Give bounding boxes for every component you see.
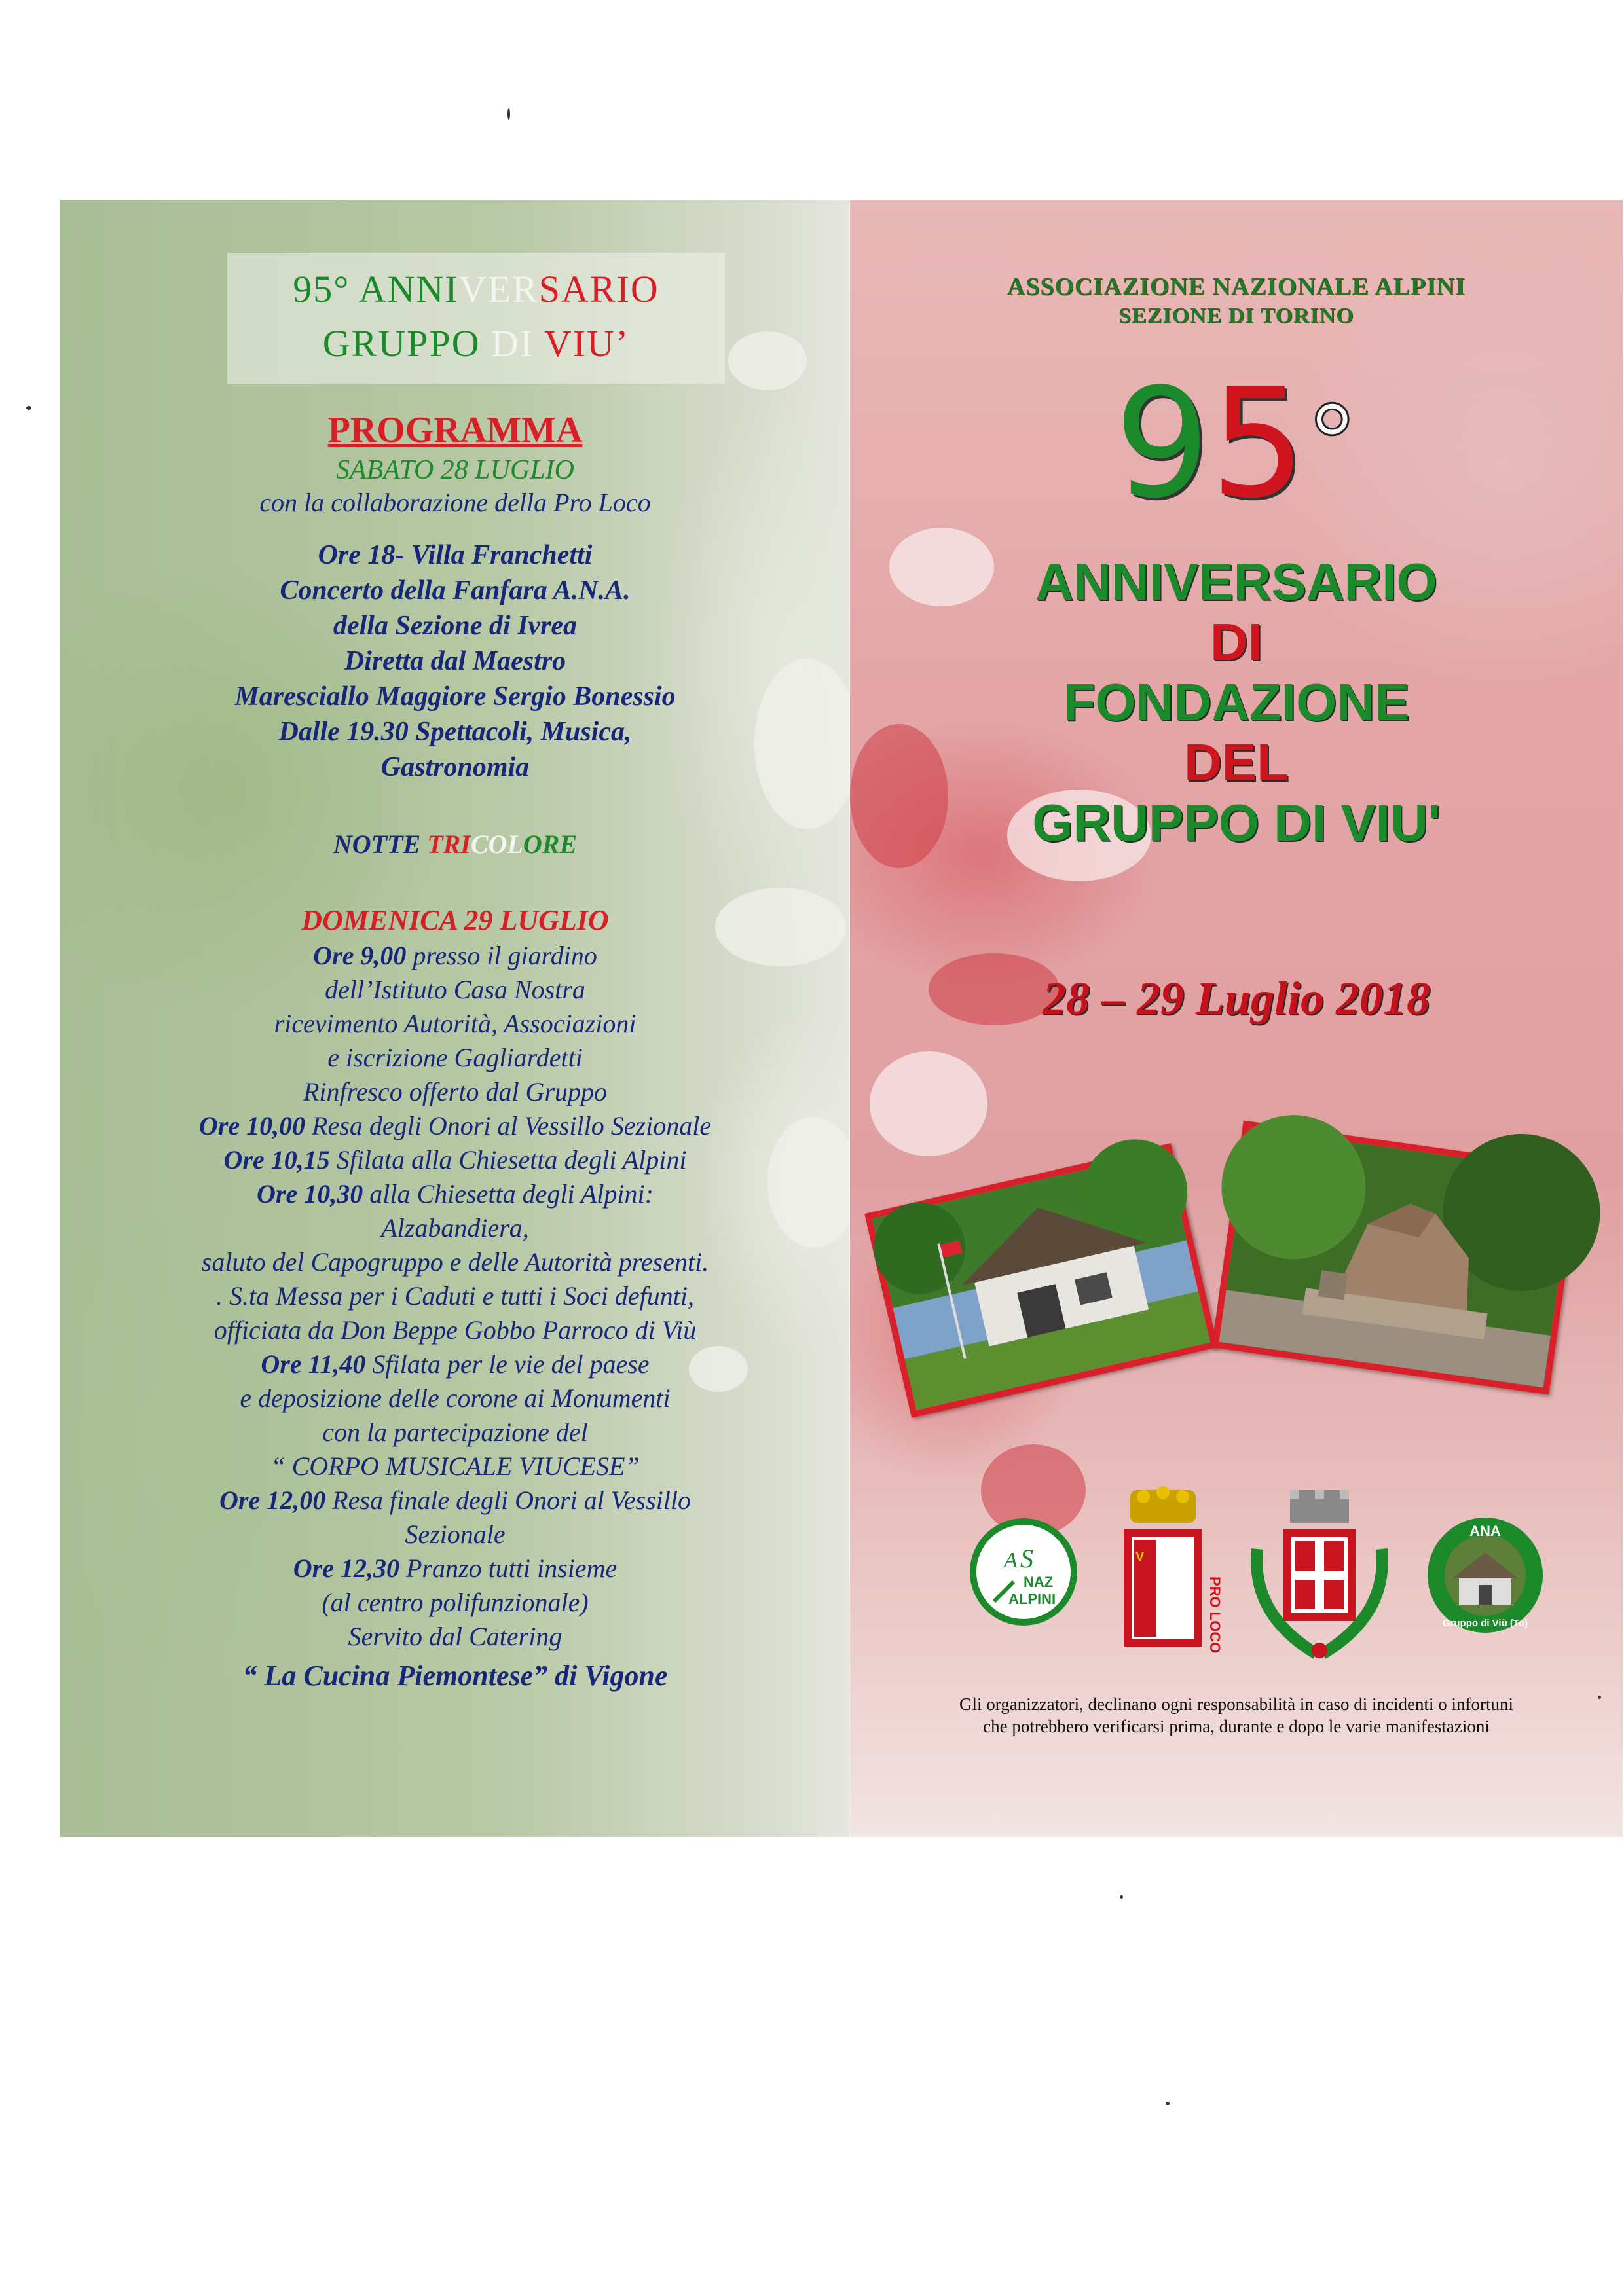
sabato-line: Maresciallo Maggiore Sergio Bonessio: [234, 682, 676, 712]
domenica-line: [60, 1247, 850, 1278]
monument-photo-illustration: [1219, 1128, 1573, 1387]
disclaimer-line1: Gli organizzatori, declinano ogni responsabilità in caso di incidenti o infortuni: [959, 1694, 1514, 1714]
heading-di: DI: [1210, 613, 1263, 671]
svg-text:ALPINI: ALPINI: [1008, 1591, 1056, 1607]
domenica-line: [60, 1621, 850, 1652]
domenica-line: [60, 1042, 850, 1074]
sabato-line: della Sezione di Ivrea: [333, 611, 578, 641]
domenica-heading: DOMENICA 29 LUGLIO: [301, 904, 609, 936]
domenica-line: [60, 1519, 850, 1550]
domenica-line-text: dell’Istituto Casa Nostra: [325, 975, 585, 1004]
domenica-line: [60, 1110, 850, 1142]
scan-speck: [1166, 2102, 1170, 2105]
svg-text:S: S: [1020, 1544, 1033, 1573]
title-box: [227, 253, 725, 384]
domenica-line-text: Alzabandiera,: [381, 1213, 529, 1243]
domenica-line-text: Sfilata per le vie del paese: [365, 1349, 650, 1379]
svg-text:NAZ: NAZ: [1024, 1574, 1054, 1590]
sabato-line: Dalle 19.30 Spettacoli, Musica,: [278, 717, 632, 747]
domenica-line-text: . S.ta Messa per i Caduti e tutti i Soci defunti,: [216, 1281, 694, 1311]
collab-line: con la collaborazione della Pro Loco: [259, 488, 651, 517]
domenica-line-text: ricevimento Autorità, Associazioni: [274, 1009, 637, 1038]
domenica-line-text: Servito dal Catering: [348, 1622, 563, 1651]
domenica-line: [60, 1212, 850, 1244]
event-date: 28 – 29 Luglio 2018: [1042, 972, 1431, 1025]
domenica-line-text: Resa finale degli Onori al Vessillo: [325, 1485, 691, 1515]
comune-crest-art: [1244, 1484, 1395, 1667]
heading-fondazione: FONDAZIONE: [1063, 673, 1410, 731]
domenica-line: [60, 1315, 850, 1346]
domenica-line-text: alla Chiesetta degli Alpini:: [363, 1179, 654, 1209]
domenica-line: [60, 1144, 850, 1176]
heading-anniversario: ANNIVERSARIO: [1035, 553, 1437, 611]
domenica-line: [60, 1417, 850, 1448]
scan-speck: [1120, 1895, 1123, 1899]
chapel-photo: [864, 1143, 1218, 1418]
domenica-line: [60, 1281, 850, 1312]
domenica-line-text: “ CORPO MUSICALE VIUCESE”: [270, 1451, 640, 1481]
domenica-line: [60, 1178, 850, 1210]
domenica-line-text: e iscrizione Gagliardetti: [327, 1043, 583, 1072]
domenica-line-time: Ore 10,30: [257, 1179, 363, 1209]
domenica-line-text: Pranzo tutti insieme: [399, 1554, 618, 1583]
domenica-line-text: Sfilata alla Chiesetta degli Alpini: [329, 1145, 687, 1175]
svg-text:ANA: ANA: [1469, 1523, 1501, 1539]
domenica-line: [60, 1383, 850, 1414]
domenica-line-text: Sezionale: [405, 1520, 506, 1549]
scan-speck: [1598, 1696, 1601, 1699]
ana-heading-line2: SEZIONE DI TORINO: [1118, 304, 1354, 328]
domenica-line-time: Ore 9,00: [313, 941, 407, 970]
sabato-line: Diretta dal Maestro: [344, 646, 566, 676]
ana-alpini-logo-art: [968, 1516, 1079, 1628]
monument-photo: [1211, 1121, 1581, 1395]
pro-loco-crest: [1117, 1484, 1223, 1654]
sabato-line: Gastronomia: [380, 752, 530, 782]
domenica-line-text: Rinfresco offerto dal Gruppo: [303, 1077, 608, 1106]
ana-alpini-logo: [968, 1516, 1079, 1628]
heading-del: DEL: [1184, 733, 1289, 792]
ana-gruppo-viu-logo: [1426, 1516, 1544, 1634]
domenica-line-text: presso il giardino: [406, 941, 597, 970]
domenica-line-time: Ore 12,30: [293, 1554, 399, 1583]
title-anniversario: 95° ANNIVERSARIO: [293, 268, 659, 310]
title-gruppo: GRUPPO DI VIU’: [322, 322, 630, 365]
svg-text:A: A: [1004, 1548, 1018, 1573]
domenica-line: [60, 1587, 850, 1618]
heading-gruppo-di-viu: GRUPPO DI VIU': [1032, 793, 1441, 852]
big-95-number: 95°: [1114, 357, 1359, 532]
domenica-line-text: con la partecipazione del: [322, 1417, 588, 1447]
left-panel: [60, 200, 850, 1837]
domenica-line-time: Ore 10,00: [198, 1111, 306, 1140]
domenica-line: [60, 1349, 850, 1380]
svg-text:Gruppo di Viù (To): Gruppo di Viù (To): [1442, 1618, 1528, 1629]
domenica-line: [60, 1076, 850, 1108]
disclaimer-line2: che potrebbero verificarsi prima, durante e dopo le varie manifestazioni: [983, 1717, 1490, 1736]
domenica-line: [60, 1008, 850, 1040]
programma-heading: PROGRAMMA: [327, 410, 583, 450]
domenica-line: [60, 1451, 850, 1482]
ana-gruppo-viu-logo-art: [1426, 1516, 1544, 1634]
domenica-line-text: e deposizione delle corone ai Monumenti: [240, 1383, 671, 1413]
pro-loco-crest-art: [1117, 1484, 1223, 1654]
domenica-line-text: (al centro polifunzionale): [322, 1588, 589, 1617]
comune-crest: [1244, 1484, 1395, 1667]
chapel-photo-illustration: [872, 1151, 1210, 1410]
ana-heading-line1: ASSOCIAZIONE NAZIONALE ALPINI: [1006, 273, 1466, 301]
domenica-line: [60, 1485, 850, 1516]
sabato-line: Ore 18- Villa Franchetti: [318, 540, 593, 570]
domenica-line: [60, 940, 850, 972]
domenica-line-text: Resa degli Onori al Vessillo Sezionale: [305, 1111, 712, 1140]
notte-tricolore: NOTTE TRICOLORE: [333, 829, 578, 859]
domenica-line-text: saluto del Capogruppo e delle Autorità presenti.: [201, 1247, 709, 1277]
svg-text:PRO LOCO: PRO LOCO: [1207, 1576, 1223, 1654]
scan-speck: [507, 108, 510, 120]
splatter-decoration: [870, 1051, 987, 1156]
domenica-line: [60, 974, 850, 1006]
svg-text:V: V: [1135, 1550, 1145, 1564]
domenica-line-time: “ La Cucina Piemontese” di Vigone: [242, 1660, 668, 1692]
domenica-line-time: Ore 10,15: [223, 1145, 330, 1175]
splatter-decoration: [728, 331, 807, 390]
domenica-line: [60, 1553, 850, 1584]
domenica-line-time: Ore 11,40: [261, 1349, 366, 1379]
sabato-line: Concerto della Fanfara A.N.A.: [280, 575, 631, 606]
sabato-heading: SABATO 28 LUGLIO: [335, 455, 575, 485]
domenica-line: [60, 1660, 850, 1692]
domenica-line-text: officiata da Don Beppe Gobbo Parroco di Viù: [213, 1315, 697, 1345]
right-panel: [850, 200, 1623, 1837]
domenica-line-time: Ore 12,00: [219, 1485, 326, 1515]
scan-speck: [26, 406, 31, 410]
